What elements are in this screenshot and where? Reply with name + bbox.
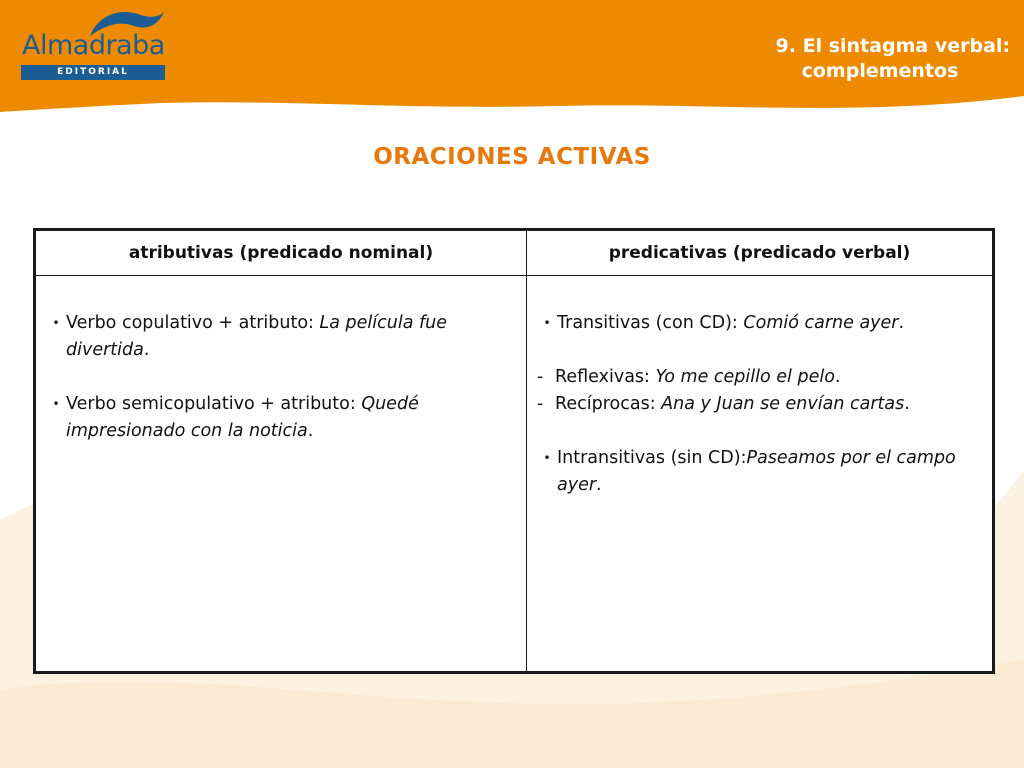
item-end: . xyxy=(307,421,314,441)
header-title xyxy=(710,34,1010,84)
bullet-marker: • xyxy=(543,316,551,330)
list-item xyxy=(537,445,972,499)
dash-marker: - xyxy=(537,367,544,387)
list-item xyxy=(46,391,506,445)
item-end: . xyxy=(834,367,841,387)
item-end: . xyxy=(904,394,910,414)
item-text: Reflexivas: xyxy=(555,367,656,387)
almadraba-logo xyxy=(18,6,168,80)
item-text: Verbo copulativo + atributo: xyxy=(66,313,320,333)
list-item xyxy=(537,310,972,337)
item-text: Transitivas (con CD): xyxy=(557,313,744,333)
item-end: . xyxy=(143,340,150,360)
item-end: . xyxy=(898,313,905,333)
item-example: Paseamos por el campo ayer xyxy=(557,448,956,495)
list-item xyxy=(46,310,506,364)
slide-title: ORACIONES ACTIVAS xyxy=(373,144,651,170)
bullet-marker: • xyxy=(52,316,60,330)
item-text: Recíprocas: xyxy=(555,394,662,414)
logo-wordmark: Almadraba xyxy=(22,30,165,61)
item-example: Ana y Juan se envían cartas xyxy=(661,394,905,414)
item-example: La película fue divertida xyxy=(66,313,448,360)
bullet-marker: • xyxy=(52,397,60,411)
table-body-row xyxy=(35,276,994,673)
header-title-line1: 9. El sintagma verbal: xyxy=(775,35,1010,57)
item-example: Quedé impresionado con la noticia xyxy=(66,394,419,441)
sentence-types-table xyxy=(33,228,995,674)
item-text: Intransitivas (sin CD): xyxy=(557,448,747,468)
dash-marker: - xyxy=(537,394,544,414)
item-example: Yo me cepillo el pelo xyxy=(655,367,835,387)
header-predicativas: predicativas (predicado verbal) xyxy=(527,230,994,276)
item-end: . xyxy=(596,475,602,495)
cell-predicativas xyxy=(527,276,994,673)
table-header-row xyxy=(35,230,994,276)
item-text: Verbo semicopulativo + atributo: xyxy=(66,394,362,414)
header-atributivas: atributivas (predicado nominal) xyxy=(35,230,527,276)
item-example: Comió carne ayer xyxy=(743,313,899,333)
logo-subtitle: EDITORIAL xyxy=(21,65,165,80)
header-title-line2: complementos xyxy=(801,60,959,82)
list-item xyxy=(537,391,972,418)
bullet-marker: • xyxy=(543,451,551,465)
list-item xyxy=(537,364,972,391)
cell-atributivas xyxy=(35,276,527,673)
